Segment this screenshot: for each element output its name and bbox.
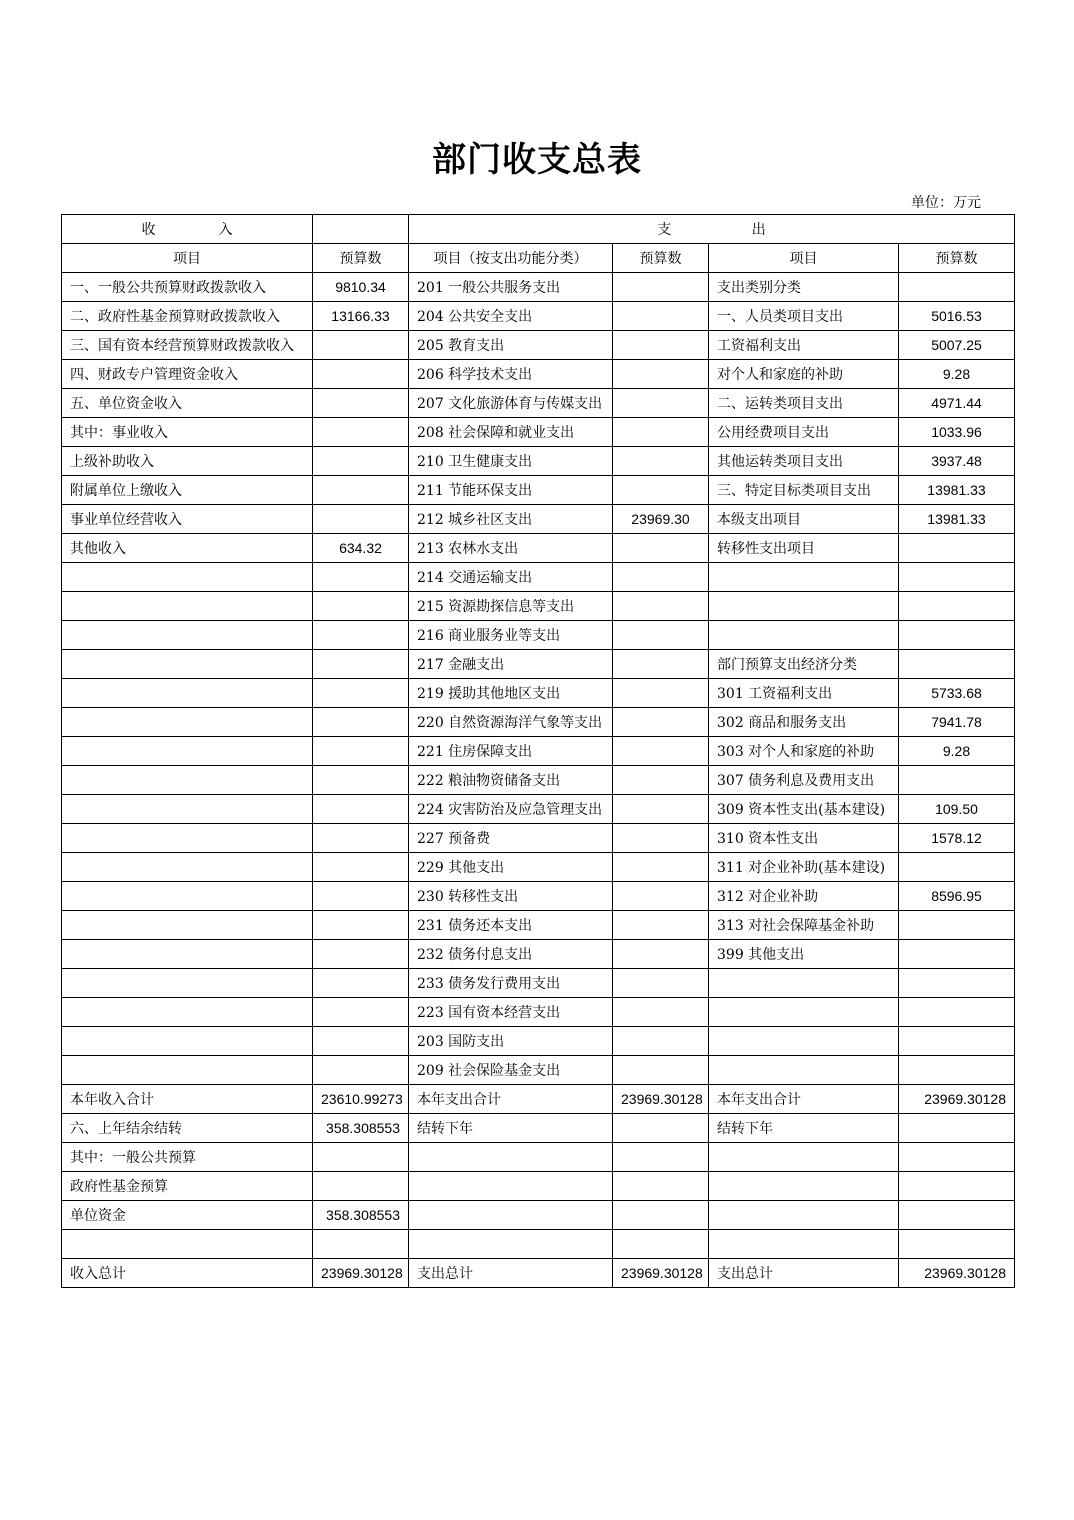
income-budget-cell: [313, 650, 409, 679]
econ-item-cell: 399 其他支出: [709, 940, 899, 969]
func-budget-cell: [613, 389, 709, 418]
func-item-cell: 223 国有资本经营支出: [409, 998, 613, 1027]
econ-item-cell: 301 工资福利支出: [709, 679, 899, 708]
econ-item-cell: [709, 998, 899, 1027]
func-budget-cell: [613, 824, 709, 853]
col-income-item: 项目: [62, 244, 313, 273]
func-item-cell: 结转下年: [409, 1114, 613, 1143]
func-item-cell: 227 预备费: [409, 824, 613, 853]
income-item-cell: [62, 998, 313, 1027]
econ-item-cell: 三、特定目标类项目支出: [709, 476, 899, 505]
func-item-cell: 210 卫生健康支出: [409, 447, 613, 476]
func-item-cell: 215 资源勘探信息等支出: [409, 592, 613, 621]
income-budget-cell: [313, 795, 409, 824]
income-item-cell: 政府性基金预算: [62, 1172, 313, 1201]
income-item-cell: 事业单位经营收入: [62, 505, 313, 534]
func-item-cell: 222 粮油物资储备支出: [409, 766, 613, 795]
table-row: [62, 679, 1015, 708]
table-row: [62, 853, 1015, 882]
func-item-cell: 211 节能环保支出: [409, 476, 613, 505]
func-budget-cell: [613, 911, 709, 940]
econ-item-cell: 310 资本性支出: [709, 824, 899, 853]
table-row: [62, 302, 1015, 331]
income-budget-cell: 634.32: [313, 534, 409, 563]
income-item-cell: 附属单位上缴收入: [62, 476, 313, 505]
func-budget-cell: [613, 1056, 709, 1085]
econ-budget-cell: 3937.48: [899, 447, 1015, 476]
func-budget-cell: [613, 563, 709, 592]
income-item-cell: 三、国有资本经营预算财政拨款收入: [62, 331, 313, 360]
income-budget-cell: [313, 882, 409, 911]
econ-budget-cell: [899, 621, 1015, 650]
table-row: [62, 911, 1015, 940]
table-row: [62, 998, 1015, 1027]
func-item-cell: 219 援助其他地区支出: [409, 679, 613, 708]
income-budget-cell: 9810.34: [313, 273, 409, 302]
econ-budget-cell: [899, 853, 1015, 882]
table-row: [62, 969, 1015, 998]
income-item-cell: [62, 737, 313, 766]
income-item-cell: 其中：一般公共预算: [62, 1143, 313, 1172]
func-item-cell: 214 交通运输支出: [409, 563, 613, 592]
func-budget-cell: [613, 331, 709, 360]
income-item-cell: 二、政府性基金预算财政拨款收入: [62, 302, 313, 331]
unit-label: 单位：万元: [911, 195, 981, 211]
expense-char-2: 出: [751, 222, 766, 238]
income-budget-cell: [313, 766, 409, 795]
func-item-cell: 205 教育支出: [409, 331, 613, 360]
income-budget-cell: [313, 505, 409, 534]
income-item-cell: 本年收入合计: [62, 1085, 313, 1114]
income-item-cell: [62, 940, 313, 969]
func-budget-cell: [613, 795, 709, 824]
income-char-2: 入: [218, 222, 233, 238]
table-row: [62, 621, 1015, 650]
econ-budget-cell: 23969.30128: [899, 1085, 1015, 1114]
func-budget-cell: 23969.30128: [613, 1085, 709, 1114]
econ-item-cell: 转移性支出项目: [709, 534, 899, 563]
func-item-cell: 208 社会保障和就业支出: [409, 418, 613, 447]
income-budget-cell: 358.308553: [313, 1114, 409, 1143]
table-row: [62, 476, 1015, 505]
econ-item-cell: [709, 1172, 899, 1201]
table-row: [62, 1230, 1015, 1259]
table-row: [62, 940, 1015, 969]
income-budget-cell: [313, 1056, 409, 1085]
func-budget-cell: [613, 1172, 709, 1201]
econ-item-cell: 307 债务利息及费用支出: [709, 766, 899, 795]
func-budget-cell: [613, 534, 709, 563]
func-budget-cell: [613, 1201, 709, 1230]
page-title: 部门收支总表: [432, 140, 642, 180]
income-budget-cell: [313, 1230, 409, 1259]
table-row: [62, 1201, 1015, 1230]
func-item-cell: 231 债务还本支出: [409, 911, 613, 940]
func-item-cell: 212 城乡社区支出: [409, 505, 613, 534]
func-item-cell: 217 金融支出: [409, 650, 613, 679]
econ-item-cell: 一、人员类项目支出: [709, 302, 899, 331]
empty-header-cell: [313, 215, 409, 244]
func-item-cell: 支出总计: [409, 1259, 613, 1288]
table-row: [62, 1056, 1015, 1085]
income-budget-cell: [313, 1172, 409, 1201]
income-item-cell: 单位资金: [62, 1201, 313, 1230]
func-budget-cell: [613, 650, 709, 679]
income-budget-cell: [313, 998, 409, 1027]
table-row: [62, 273, 1015, 302]
income-item-cell: [62, 853, 313, 882]
income-item-cell: 六、上年结余结转: [62, 1114, 313, 1143]
income-item-cell: 收入总计: [62, 1259, 313, 1288]
income-item-cell: 一、一般公共预算财政拨款收入: [62, 273, 313, 302]
func-item-cell: 201 一般公共服务支出: [409, 273, 613, 302]
income-item-cell: 其中：事业收入: [62, 418, 313, 447]
table-row: [62, 1085, 1015, 1114]
func-budget-cell: [613, 447, 709, 476]
func-item-cell: 203 国防支出: [409, 1027, 613, 1056]
econ-item-cell: 313 对社会保障基金补助: [709, 911, 899, 940]
econ-budget-cell: 8596.95: [899, 882, 1015, 911]
func-budget-cell: [613, 998, 709, 1027]
income-budget-cell: [313, 969, 409, 998]
func-budget-cell: [613, 940, 709, 969]
econ-budget-cell: [899, 911, 1015, 940]
col-income-budget: 预算数: [313, 244, 409, 273]
income-item-cell: [62, 650, 313, 679]
econ-budget-cell: 1578.12: [899, 824, 1015, 853]
econ-budget-cell: [899, 592, 1015, 621]
income-item-cell: 上级补助收入: [62, 447, 313, 476]
income-item-cell: [62, 882, 313, 911]
func-item-cell: [409, 1230, 613, 1259]
func-budget-cell: [613, 853, 709, 882]
income-item-cell: 五、单位资金收入: [62, 389, 313, 418]
econ-budget-cell: 1033.96: [899, 418, 1015, 447]
income-budget-cell: [313, 331, 409, 360]
func-item-cell: 220 自然资源海洋气象等支出: [409, 708, 613, 737]
table-row: [62, 1259, 1015, 1288]
econ-item-cell: 其他运转类项目支出: [709, 447, 899, 476]
income-budget-cell: [313, 563, 409, 592]
econ-budget-cell: 13981.33: [899, 476, 1015, 505]
header-row-columns: [62, 244, 1015, 273]
table-row: [62, 360, 1015, 389]
econ-item-cell: 303 对个人和家庭的补助: [709, 737, 899, 766]
econ-item-cell: [709, 1201, 899, 1230]
econ-item-cell: [709, 1056, 899, 1085]
income-budget-cell: [313, 621, 409, 650]
table-row: [62, 1172, 1015, 1201]
econ-item-cell: 部门预算支出经济分类: [709, 650, 899, 679]
income-item-cell: [62, 969, 313, 998]
econ-item-cell: 309 资本性支出(基本建设): [709, 795, 899, 824]
income-budget-cell: [313, 708, 409, 737]
econ-budget-cell: 5007.25: [899, 331, 1015, 360]
econ-budget-cell: [899, 1056, 1015, 1085]
income-budget-cell: [313, 418, 409, 447]
func-budget-cell: [613, 1114, 709, 1143]
func-item-cell: 204 公共安全支出: [409, 302, 613, 331]
econ-item-cell: 二、运转类项目支出: [709, 389, 899, 418]
econ-item-cell: [709, 1230, 899, 1259]
income-budget-cell: 23610.99273: [313, 1085, 409, 1114]
func-budget-cell: 23969.30128: [613, 1259, 709, 1288]
col-func-item: 项目（按支出功能分类）: [409, 244, 613, 273]
income-budget-cell: [313, 1027, 409, 1056]
econ-item-cell: 302 商品和服务支出: [709, 708, 899, 737]
func-item-cell: 216 商业服务业等支出: [409, 621, 613, 650]
income-item-cell: 其他收入: [62, 534, 313, 563]
income-budget-cell: [313, 824, 409, 853]
table-row: [62, 708, 1015, 737]
func-budget-cell: [613, 302, 709, 331]
func-item-cell: 213 农林水支出: [409, 534, 613, 563]
func-item-cell: 209 社会保险基金支出: [409, 1056, 613, 1085]
income-item-cell: 四、财政专户管理资金收入: [62, 360, 313, 389]
func-budget-cell: [613, 679, 709, 708]
table-row: [62, 824, 1015, 853]
econ-budget-cell: [899, 650, 1015, 679]
func-item-cell: [409, 1172, 613, 1201]
table-row: [62, 1027, 1015, 1056]
econ-item-cell: [709, 969, 899, 998]
func-budget-cell: 23969.30: [613, 505, 709, 534]
econ-budget-cell: [899, 1230, 1015, 1259]
table-row: [62, 505, 1015, 534]
econ-budget-cell: 13981.33: [899, 505, 1015, 534]
econ-budget-cell: [899, 969, 1015, 998]
header-row-group: [62, 215, 1015, 244]
func-budget-cell: [613, 621, 709, 650]
econ-budget-cell: [899, 534, 1015, 563]
econ-budget-cell: [899, 940, 1015, 969]
func-item-cell: 207 文化旅游体育与传媒支出: [409, 389, 613, 418]
econ-budget-cell: [899, 1172, 1015, 1201]
econ-budget-cell: 4971.44: [899, 389, 1015, 418]
func-budget-cell: [613, 476, 709, 505]
func-budget-cell: [613, 360, 709, 389]
income-budget-cell: [313, 911, 409, 940]
func-budget-cell: [613, 418, 709, 447]
table-row: [62, 447, 1015, 476]
econ-budget-cell: 9.28: [899, 360, 1015, 389]
table-row: [62, 592, 1015, 621]
econ-item-cell: 结转下年: [709, 1114, 899, 1143]
func-budget-cell: [613, 882, 709, 911]
income-item-cell: [62, 911, 313, 940]
econ-item-cell: [709, 563, 899, 592]
income-item-cell: [62, 795, 313, 824]
income-budget-cell: [313, 389, 409, 418]
func-item-cell: 229 其他支出: [409, 853, 613, 882]
econ-budget-cell: 23969.30128: [899, 1259, 1015, 1288]
econ-budget-cell: 109.50: [899, 795, 1015, 824]
table-row: [62, 389, 1015, 418]
econ-item-cell: 对个人和家庭的补助: [709, 360, 899, 389]
econ-budget-cell: 5733.68: [899, 679, 1015, 708]
econ-budget-cell: [899, 1201, 1015, 1230]
income-budget-cell: [313, 360, 409, 389]
func-item-cell: 本年支出合计: [409, 1085, 613, 1114]
income-budget-cell: [313, 679, 409, 708]
income-item-cell: [62, 1027, 313, 1056]
econ-item-cell: [709, 1027, 899, 1056]
func-budget-cell: [613, 708, 709, 737]
income-item-cell: [62, 708, 313, 737]
expense-char-1: 支: [657, 222, 672, 238]
col-econ-budget: 预算数: [899, 244, 1015, 273]
income-budget-cell: 13166.33: [313, 302, 409, 331]
income-item-cell: [62, 592, 313, 621]
func-budget-cell: [613, 1230, 709, 1259]
income-char-1: 收: [141, 222, 156, 238]
econ-item-cell: 312 对企业补助: [709, 882, 899, 911]
econ-item-cell: 支出总计: [709, 1259, 899, 1288]
econ-budget-cell: [899, 998, 1015, 1027]
income-budget-cell: [313, 737, 409, 766]
econ-item-cell: [709, 621, 899, 650]
func-item-cell: 233 债务发行费用支出: [409, 969, 613, 998]
econ-budget-cell: 7941.78: [899, 708, 1015, 737]
econ-budget-cell: [899, 563, 1015, 592]
econ-budget-cell: 5016.53: [899, 302, 1015, 331]
income-budget-cell: 23969.30128: [313, 1259, 409, 1288]
econ-budget-cell: [899, 273, 1015, 302]
func-item-cell: 224 灾害防治及应急管理支出: [409, 795, 613, 824]
income-budget-cell: [313, 592, 409, 621]
econ-budget-cell: [899, 1027, 1015, 1056]
income-budget-cell: [313, 853, 409, 882]
func-budget-cell: [613, 766, 709, 795]
func-item-cell: 232 债务付息支出: [409, 940, 613, 969]
func-budget-cell: [613, 592, 709, 621]
table-row: [62, 418, 1015, 447]
func-budget-cell: [613, 737, 709, 766]
econ-budget-cell: 9.28: [899, 737, 1015, 766]
income-item-cell: [62, 679, 313, 708]
income-budget-cell: [313, 940, 409, 969]
income-item-cell: [62, 621, 313, 650]
table-row: [62, 563, 1015, 592]
func-budget-cell: [613, 273, 709, 302]
func-item-cell: 206 科学技术支出: [409, 360, 613, 389]
func-item-cell: 221 住房保障支出: [409, 737, 613, 766]
func-item-cell: [409, 1143, 613, 1172]
func-budget-cell: [613, 1143, 709, 1172]
expense-group-header: [409, 215, 1015, 244]
col-econ-item: 项目: [709, 244, 899, 273]
budget-summary-table: [61, 214, 1015, 1288]
table-row: [62, 534, 1015, 563]
table-row: [62, 1143, 1015, 1172]
func-item-cell: 230 转移性支出: [409, 882, 613, 911]
table-row: [62, 882, 1015, 911]
econ-item-cell: 本级支出项目: [709, 505, 899, 534]
econ-budget-cell: [899, 1114, 1015, 1143]
income-item-cell: [62, 1230, 313, 1259]
func-budget-cell: [613, 969, 709, 998]
income-budget-cell: [313, 447, 409, 476]
income-budget-cell: [313, 476, 409, 505]
econ-item-cell: [709, 1143, 899, 1172]
table-row: [62, 1114, 1015, 1143]
table-row: [62, 737, 1015, 766]
table-row: [62, 795, 1015, 824]
econ-item-cell: 公用经费项目支出: [709, 418, 899, 447]
income-item-cell: [62, 766, 313, 795]
table-row: [62, 766, 1015, 795]
econ-item-cell: [709, 592, 899, 621]
econ-budget-cell: [899, 1143, 1015, 1172]
econ-budget-cell: [899, 766, 1015, 795]
func-item-cell: [409, 1201, 613, 1230]
income-item-cell: [62, 563, 313, 592]
econ-item-cell: 支出类别分类: [709, 273, 899, 302]
income-item-cell: [62, 1056, 313, 1085]
table-row: [62, 331, 1015, 360]
income-group-header: [62, 215, 313, 244]
table-row: [62, 650, 1015, 679]
func-budget-cell: [613, 1027, 709, 1056]
income-budget-cell: 358.308553: [313, 1201, 409, 1230]
econ-item-cell: 311 对企业补助(基本建设): [709, 853, 899, 882]
econ-item-cell: 工资福利支出: [709, 331, 899, 360]
income-item-cell: [62, 824, 313, 853]
income-budget-cell: [313, 1143, 409, 1172]
econ-item-cell: 本年支出合计: [709, 1085, 899, 1114]
col-func-budget: 预算数: [613, 244, 709, 273]
